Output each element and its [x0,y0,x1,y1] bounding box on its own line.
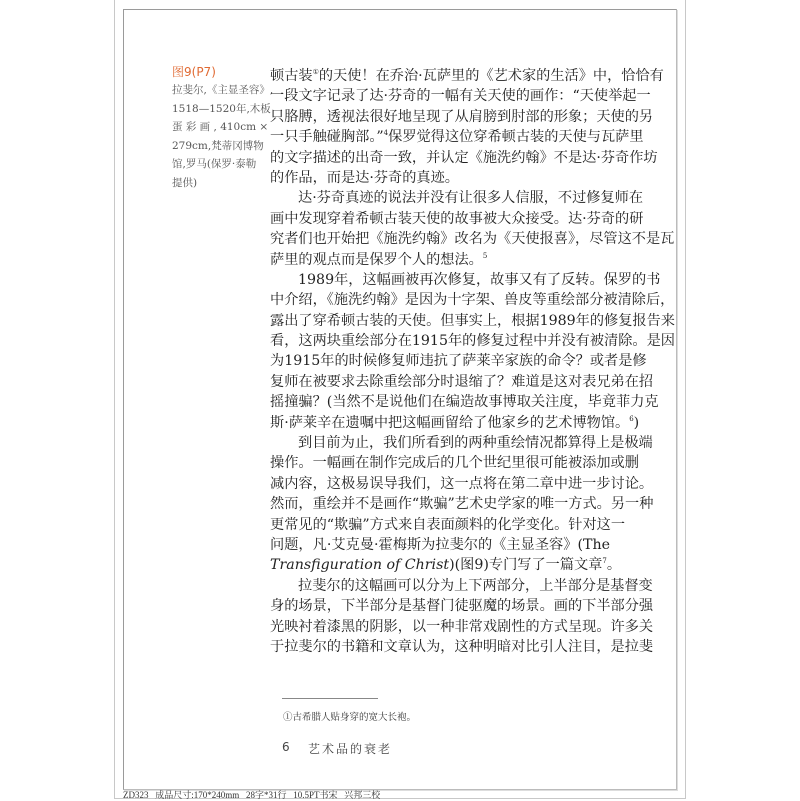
text-line [270,311,675,331]
text-line [270,127,644,147]
text-line [270,413,640,433]
text-line [270,188,644,208]
text-segment: 斯·萨莱辛在遗嘱中把这幅画留给了他家乡的艺术博物馆。 [270,414,630,431]
text-segment: 的文字描述的出奇一致，并认定《施洗约翰》不是达·芬奇作坊 [270,149,658,166]
text-line [270,617,654,637]
caption-line: 拉斐尔,《主显圣容》, [172,84,274,96]
text-line [270,433,653,453]
figure-caption [172,63,274,192]
text-segment: 问题，凡·艾克曼·霍梅斯为拉斐尔的《主显圣容》(The [270,536,610,553]
text-line [270,637,654,657]
text-segment: 减内容，这极易误导我们，这一点将在第二章中进一步讨论。 [270,475,654,492]
caption-line: 蛋 彩 画 , 410cm × [172,121,269,133]
text-segment: 画中发现穿着希顿古装天使的故事被大众接受。达·芬奇的研 [270,210,644,227]
text-line [270,331,675,351]
text-line [270,270,661,290]
text-segment: 1989年，这幅画被再次修复，故事又有了反转。保罗的书 [298,271,661,288]
body-text [270,66,675,657]
figure-caption-title: 图9(P7) [172,65,216,79]
text-segment: 顿古装 [270,68,313,84]
text-line [270,209,644,229]
paragraph [270,188,675,270]
text-segment: 拉斐尔的这幅画可以分为上下两部分，上半部分是基督变 [298,577,653,594]
paragraph [270,66,664,188]
text-segment: 一段文字记录了达·芬奇的一幅有关天使的画作：“天使举起一 [270,88,651,105]
footnote-marker: 5 [482,251,488,260]
text-segment: 究者们也开始把《施洗约翰》改名为《天使报喜》，尽管这不是瓦 [270,231,675,248]
text-line [270,86,651,106]
text-segment: 然而，重绘并不是画作“欺骗”艺术史学家的唯一方式。另一种 [270,496,654,513]
caption-line: 馆,罗马(保罗·泰勒 [172,158,257,170]
text-segment: 复师在被要求去除重绘部分时退缩了？难道是这对表兄弟在招 [270,373,654,390]
text-segment: ) [633,414,640,431]
text-segment: 到目前为止，我们所看到的两种重绘情况都算得上是极端 [298,435,653,452]
text-segment: 一只手触碰胸部。” [270,129,384,146]
paragraph [270,433,654,576]
text-segment: 光映衬着漆黑的阴影，以一种非常戏剧性的方式呈现。许多关 [270,618,654,635]
text-segment: 的作品，而是达·芬奇的真迹。 [270,169,459,186]
text-segment: 身的场景，下半部分是基督门徒驱魔的场景。画的下半部分强 [270,598,654,615]
text-line [270,148,658,168]
text-line [270,474,654,494]
caption-line: 1518—1520年,木板 [172,102,271,115]
text-line [270,229,675,249]
text-line [270,168,610,188]
caption-line: 279cm,梵蒂冈博物 [172,139,264,152]
text-line [270,372,654,392]
text-line [270,392,659,412]
text-segment: 。 [606,557,622,574]
text-line [270,250,610,270]
footnote-rule [282,698,378,699]
text-segment: 中介绍，《施洗约翰》是因为十字架、兽皮等重绘部分被清除后， [270,292,675,309]
text-segment: 摇撞骗？(当然不是说他们在编造故事博取关注度，毕竟菲力克 [270,394,659,411]
caption-line: 提供) [172,176,198,189]
text-segment: 看，这两块重绘部分在1915年的修复过程中并没有被清除。是因 [270,333,675,350]
text-segment: 萨里的观点而是保罗个人的想法。 [270,251,483,268]
text-segment: )(图9)专门写了一篇文章 [449,557,603,574]
running-title: 艺术品的衰老 [308,742,393,756]
text-line [270,494,654,514]
text-segment: 保罗觉得这位穿希顿古装的天使与瓦萨里 [388,129,644,146]
paragraph [270,270,675,433]
text-segment: 为1915年的时候修复师违抗了萨莱辛家族的命令？或者是修 [270,353,647,370]
footnote: ①古希腊人贴身穿的宽大长袍。 [283,712,417,723]
text-line [270,596,654,616]
footnote-marker: 6 [629,414,634,423]
text-segment: 更常见的“欺骗”方式来自表面颜料的化学变化。针对这一 [270,516,626,533]
text-segment: 操作。一幅画在制作完成后的几个世纪里很可能被添加或删 [270,455,639,472]
text-line [270,351,647,371]
footnote-marker: ① [312,68,319,76]
text-line [270,107,654,127]
text-line [270,66,664,86]
footnote-marker: 7 [602,557,607,566]
footnote-marker: 4 [383,129,389,138]
text-segment: 达·芬奇真迹的说法并没有让很多人信服，不过修复师在 [298,190,644,207]
print-slug-line: ZD323 成品尺寸:170*240mm 28字*31行 10.5PT书宋 兴邦三校 [123,790,381,800]
text-line [270,555,622,575]
text-segment: 的天使！在乔治·瓦萨里的《艺术家的生活》中，恰恰有 [318,68,664,84]
text-segment: 于拉斐尔的书籍和文章认为，这种明暗对比引人注目，是拉斐 [270,638,654,655]
text-line [270,535,610,555]
paragraph [270,576,654,658]
text-line [270,453,639,473]
text-line [270,576,653,596]
text-line [270,515,626,535]
text-segment: 只胳膊，透视法很好地呈现了从肩膀到肘部的形象；天使的另 [270,108,654,125]
text-segment: 露出了穿希顿古装的天使。但事实上，根据1989年的修复报告来 [270,312,675,329]
text-segment: Transfiguration of Christ [270,557,450,574]
page-number: 6 [282,740,290,754]
text-line [270,290,675,310]
figure-caption-text [172,81,274,192]
